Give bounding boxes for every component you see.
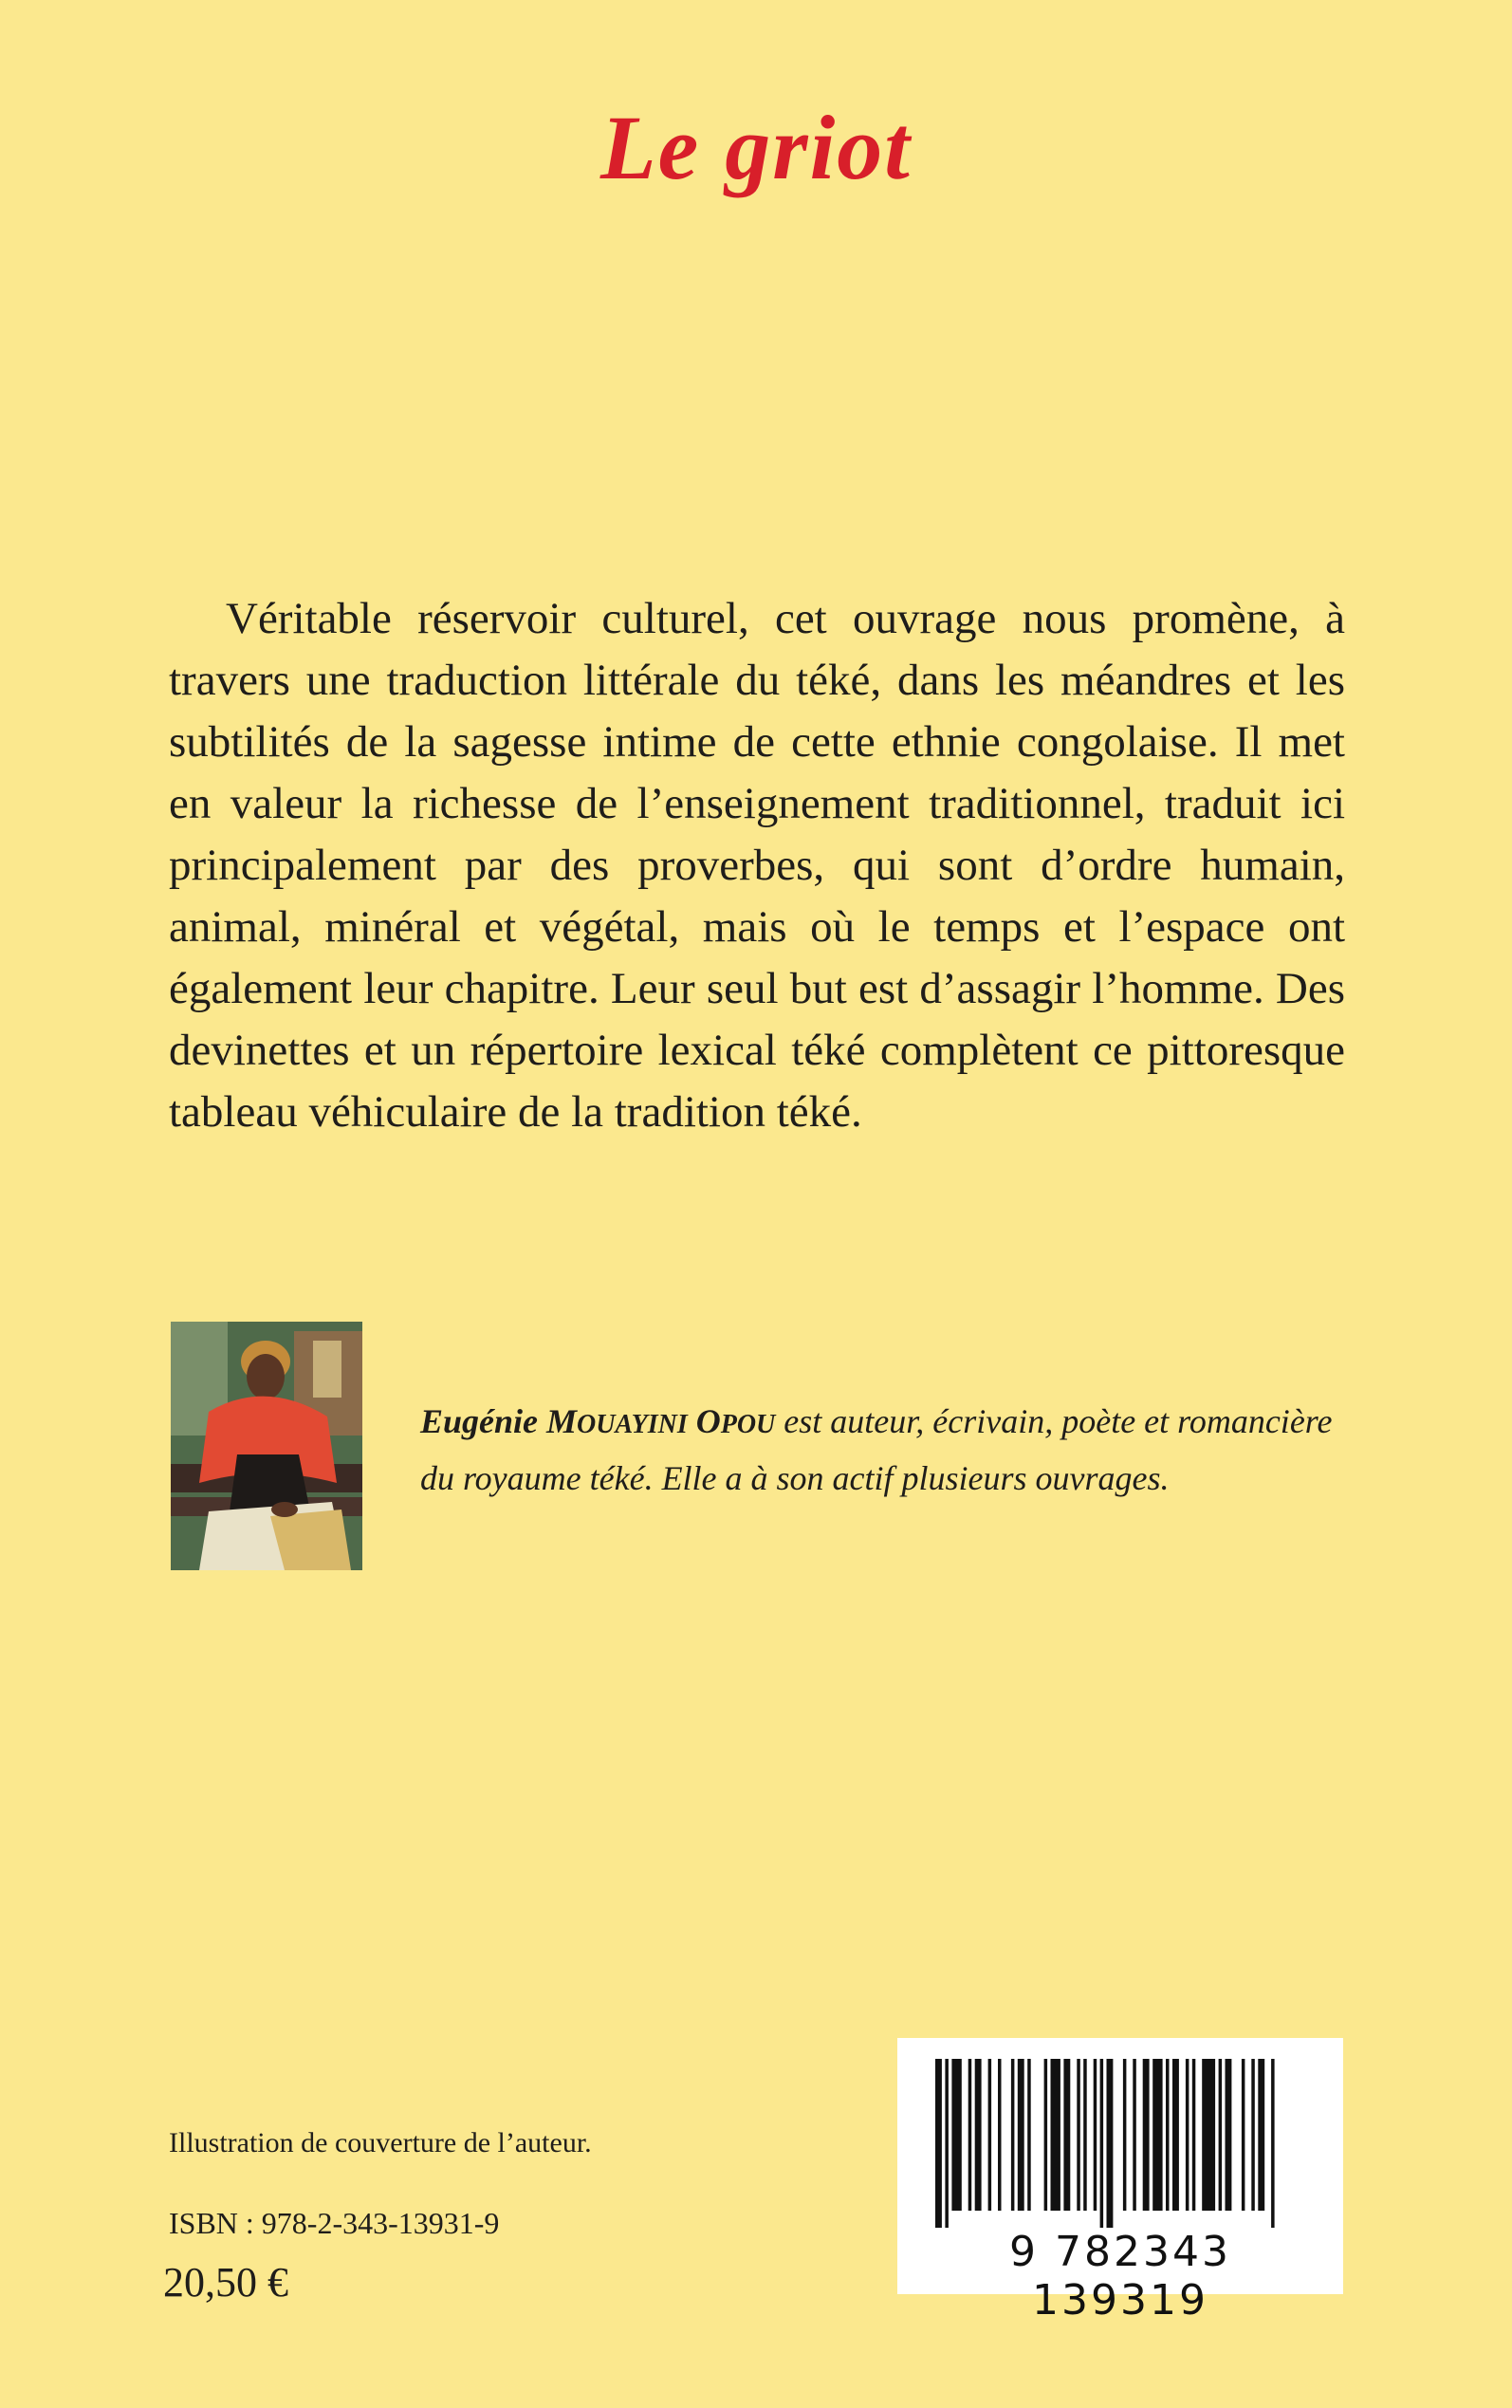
barcode-bar (1202, 2059, 1215, 2211)
price: 20,50 € (163, 2259, 288, 2306)
author-last-name-2-cap: O (695, 1402, 721, 1440)
barcode-bar (1044, 2059, 1048, 2211)
barcode-bar (998, 2059, 1002, 2211)
author-last-name-1-rest: OUAYINI (577, 1410, 688, 1439)
barcode-bar (1133, 2059, 1136, 2211)
blurb-paragraph: Véritable réservoir culturel, cet ouvrage nous promène, à travers une traduction littérale du téké, dans les méandres et les subtilités de la sagesse intime de cette ethnie congolaise. Il met en valeur la richesse de l’enseignement traditionnel, traduit ici principalement par des proverbes, qui sont d’ordre humain, animal, minéral et végétal, mais où le temps et l’espace ont également leur chapitre. Leur seul but est d’assagir l’homme. Des devinettes et un répertoire lexical téké complètent ce pittoresque tableau véhiculaire de la tradition téké. (169, 594, 1345, 1137)
barcode-bar (975, 2059, 982, 2211)
barcode-bar (945, 2059, 949, 2228)
barcode-bar (1258, 2059, 1264, 2211)
barcode-bar (1172, 2059, 1179, 2211)
barcode-bar (1186, 2059, 1189, 2211)
barcode-bar (1152, 2059, 1162, 2211)
barcode-bar (1027, 2059, 1031, 2211)
book-title: Le griot (600, 97, 912, 198)
barcode-bar (1242, 2059, 1245, 2211)
barcode-bar (1226, 2059, 1232, 2211)
barcode-bar (951, 2059, 961, 2211)
barcode-bar (1011, 2059, 1015, 2211)
author-last-name-1-cap: M (546, 1402, 578, 1440)
cover-illustration-credit: Illustration de couverture de l’auteur. (169, 2127, 592, 2158)
author-photo-illustration (171, 1322, 362, 1570)
barcode-bar (1219, 2059, 1223, 2211)
barcode-digits: 9 782343 139319 (1009, 2228, 1231, 2325)
barcode-bar (1251, 2059, 1255, 2211)
barcode-bar (1107, 2059, 1114, 2228)
author-bio-text: est auteur, écrivain, poète et romancière du royaume téké. Elle a à son actif plusieurs ouvrages. (420, 1402, 1333, 1497)
back-cover-blurb (169, 588, 1345, 1143)
author-photo (171, 1322, 362, 1570)
barcode-bar (1100, 2059, 1104, 2228)
barcode-bar (1271, 2059, 1275, 2228)
author-first-name: Eugénie (420, 1402, 539, 1440)
author-name (420, 1402, 775, 1440)
barcode-bar (935, 2059, 942, 2228)
barcode-bar (1094, 2059, 1097, 2211)
barcode-bar (1192, 2059, 1196, 2211)
barcode-bar (1123, 2059, 1127, 2211)
barcode-bar (1143, 2059, 1150, 2211)
barcode-bars (897, 2038, 1343, 2228)
isbn: ISBN : 978-2-343-13931-9 (169, 2206, 500, 2240)
barcode-bar (968, 2059, 971, 2211)
author-last-name-2-rest: POU (720, 1410, 776, 1439)
barcode-bar (1018, 2059, 1024, 2211)
barcode-bar (988, 2059, 992, 2211)
barcode-bar (1063, 2059, 1070, 2211)
author-bio (420, 1395, 1350, 1505)
barcode-bar (1077, 2059, 1080, 2211)
barcode-bar (1051, 2059, 1060, 2211)
barcode-bar (1083, 2059, 1087, 2211)
barcode-bar (1166, 2059, 1170, 2211)
barcode (897, 2038, 1343, 2325)
